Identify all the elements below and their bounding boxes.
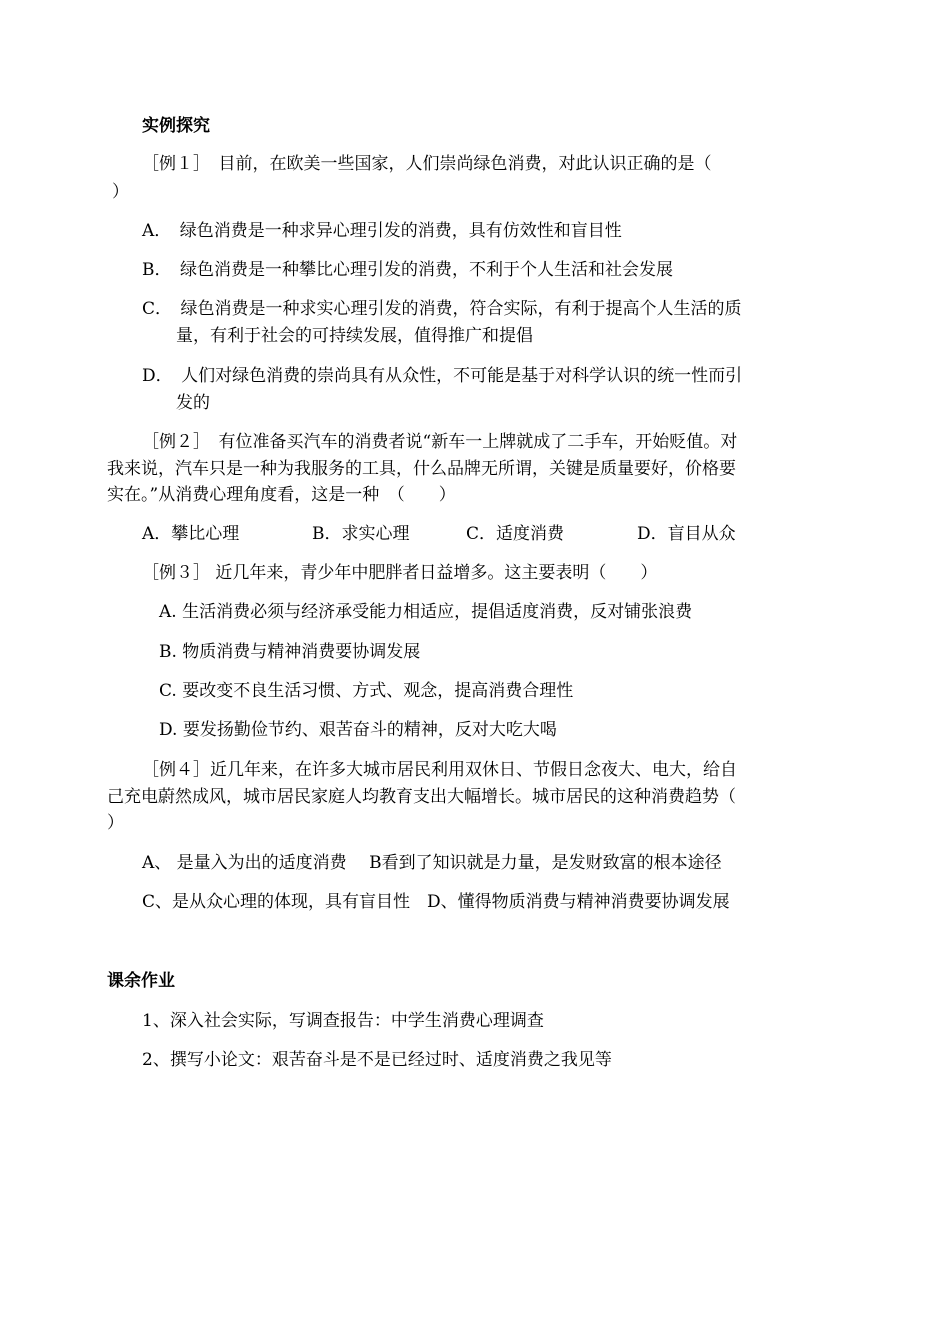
example-1-option-d: D． 人们对绿色消费的崇尚具有从众性，不可能是基于对科学认识的统一性而引 xyxy=(142,366,743,386)
example-4-stem-cont: 己充电蔚然成风，城市居民家庭人均教育支出大幅增长。城市居民的这种消费趋势（ xyxy=(107,787,736,807)
example-1-option-d-cont: 发的 xyxy=(176,393,210,413)
example-1-option-a: A． 绿色消费是一种求异心理引发的消费，具有仿效性和盲目性 xyxy=(142,221,622,241)
example-1-option-c-cont: 量，有利于社会的可持续发展，值得推广和提倡 xyxy=(176,326,533,346)
example-4-options-ab: A、 是量入为出的适度消费 B看到了知识就是力量，是发财致富的根本途径 xyxy=(142,853,722,873)
section-heading-examples: 实例探究 xyxy=(142,116,210,136)
example-3-option-c: C. 要改变不良生活习惯、方式、观念，提高消费合理性 xyxy=(159,681,574,701)
example-2-option-b: B．求实心理 xyxy=(312,524,410,544)
example-3-option-d: D. 要发扬勤俭节约、艰苦奋斗的精神，反对大吃大喝 xyxy=(159,720,557,740)
example-2-stem-cont2: 实在。”从消费心理角度看，这是一种 （ ） xyxy=(107,485,456,505)
example-1-stem: ［例１］ 目前，在欧美一些国家，人们崇尚绿色消费，对此认识正确的是（ xyxy=(142,154,712,174)
example-3-option-b: B. 物质消费与精神消费要协调发展 xyxy=(159,642,421,662)
section-heading-homework: 课余作业 xyxy=(107,971,175,991)
example-3-option-a: A. 生活消费必须与经济承受能力相适应，提倡适度消费，反对铺张浪费 xyxy=(159,602,693,622)
example-4-options-cd: C、是从众心理的体现，具有盲目性 D、懂得物质消费与精神消费要协调发展 xyxy=(142,892,730,912)
example-2-option-c: C．适度消费 xyxy=(466,524,565,544)
example-4-stem-cont2: ） xyxy=(107,813,124,833)
example-2-stem: ［例２］ 有位准备买汽车的消费者说“新车一上牌就成了二手车，开始贬值。对 xyxy=(142,432,738,452)
homework-item-2: 2、撰写小论文：艰苦奋斗是不是已经过时、适度消费之我见等 xyxy=(142,1050,612,1070)
example-4-stem: ［例４］近几年来，在许多大城市居民利用双休日、节假日念夜大、电大，给自 xyxy=(142,760,737,780)
example-1-option-c: C． 绿色消费是一种求实心理引发的消费，符合实际，有利于提高个人生活的质 xyxy=(142,299,742,319)
example-2-option-a: A．攀比心理 xyxy=(142,524,240,544)
example-1-stem-cont: ） xyxy=(112,182,129,202)
example-2-option-d: D．盲目从众 xyxy=(637,524,736,544)
example-3-stem: ［例３］ 近几年来，青少年中肥胖者日益增多。这主要表明（ ） xyxy=(142,563,658,583)
homework-item-1: 1、深入社会实际，写调查报告：中学生消费心理调查 xyxy=(142,1011,544,1031)
example-2-stem-cont: 我来说，汽车只是一种为我服务的工具，什么品牌无所谓，关键是质量要好，价格要 xyxy=(107,459,736,479)
example-1-option-b: B． 绿色消费是一种攀比心理引发的消费，不利于个人生活和社会发展 xyxy=(142,260,673,280)
